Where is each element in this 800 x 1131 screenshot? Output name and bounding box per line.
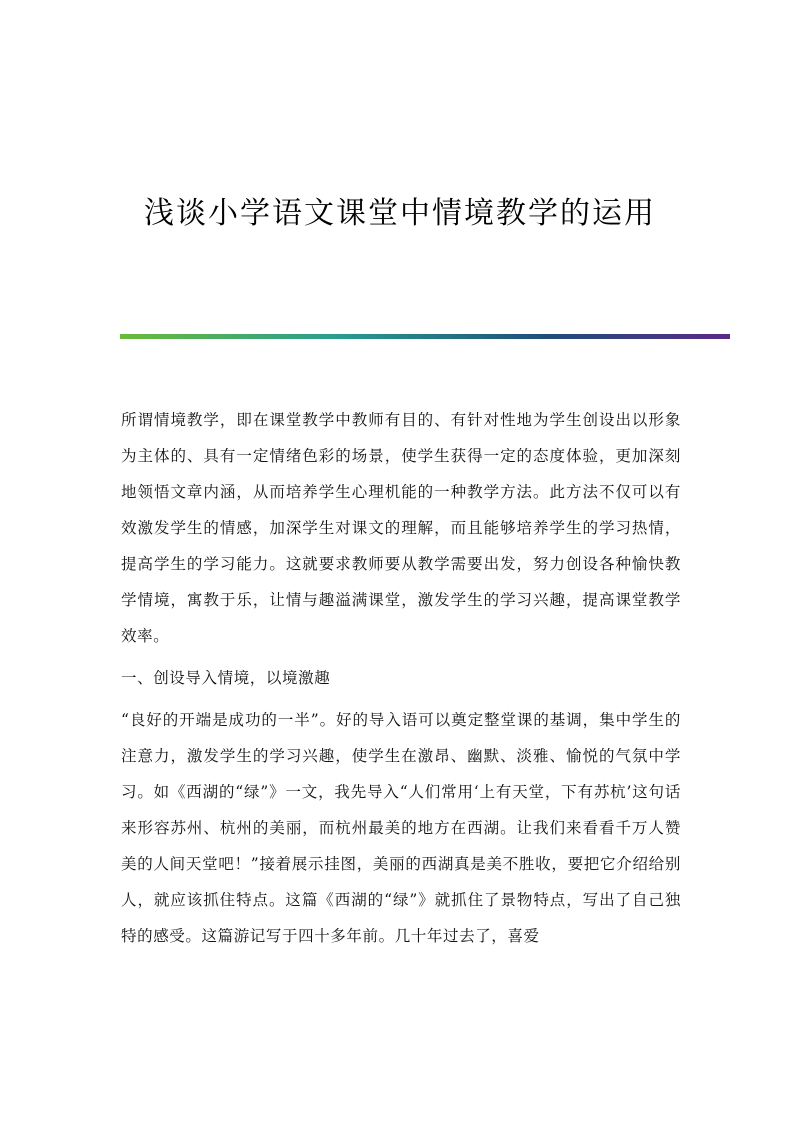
document-body: [121, 402, 681, 954]
section-heading: 一、创设导入情境，以境激趣: [121, 669, 331, 687]
gradient-divider: [120, 334, 730, 339]
section-paragraph: “良好的开端是成功的一半”。好的导入语可以奠定整堂课的基调，集中学生的注意力，激发学生的学习兴趣，使学生在激昂、幽默、淡雅、愉悦的气氛中学习。如《西湖的“绿”》一文，我先导入“人们常用‘上有天堂，下有苏杭’这句话来形容苏州、杭州的美丽，而杭州最美的地方在西湖。让我们来看看千万人赞美的人间天堂吧！”接着展示挂图，美丽的西湖真是美不胜收，要把它介绍给别人，就应该抓住特点。这篇《西湖的“绿”》就抓住了景物特点，写出了自己独特的感受。这篇游记写于四十多年前。几十年过去了，喜爱: [121, 711, 681, 945]
intro-paragraph: 所谓情境教学，即在课堂教学中教师有目的、有针对性地为学生创设出以形象为主体的、具有一定情绪色彩的场景，使学生获得一定的态度体验，更加深刻地领悟文章内涵，从而培养学生心理机能的一种教学方法。此方法不仅可以有效激发学生的情感，加深学生对课文的理解，而且能够培养学生的学习热情，提高学生的学习能力。这就要求教师要从教学需要出发，努力创设各种愉快教学情境，寓教于乐，让情与趣溢满课堂，激发学生的学习兴趣，提高课堂教学效率。: [121, 411, 681, 645]
page-title: 浅谈小学语文课堂中情境教学的运用: [144, 196, 656, 231]
